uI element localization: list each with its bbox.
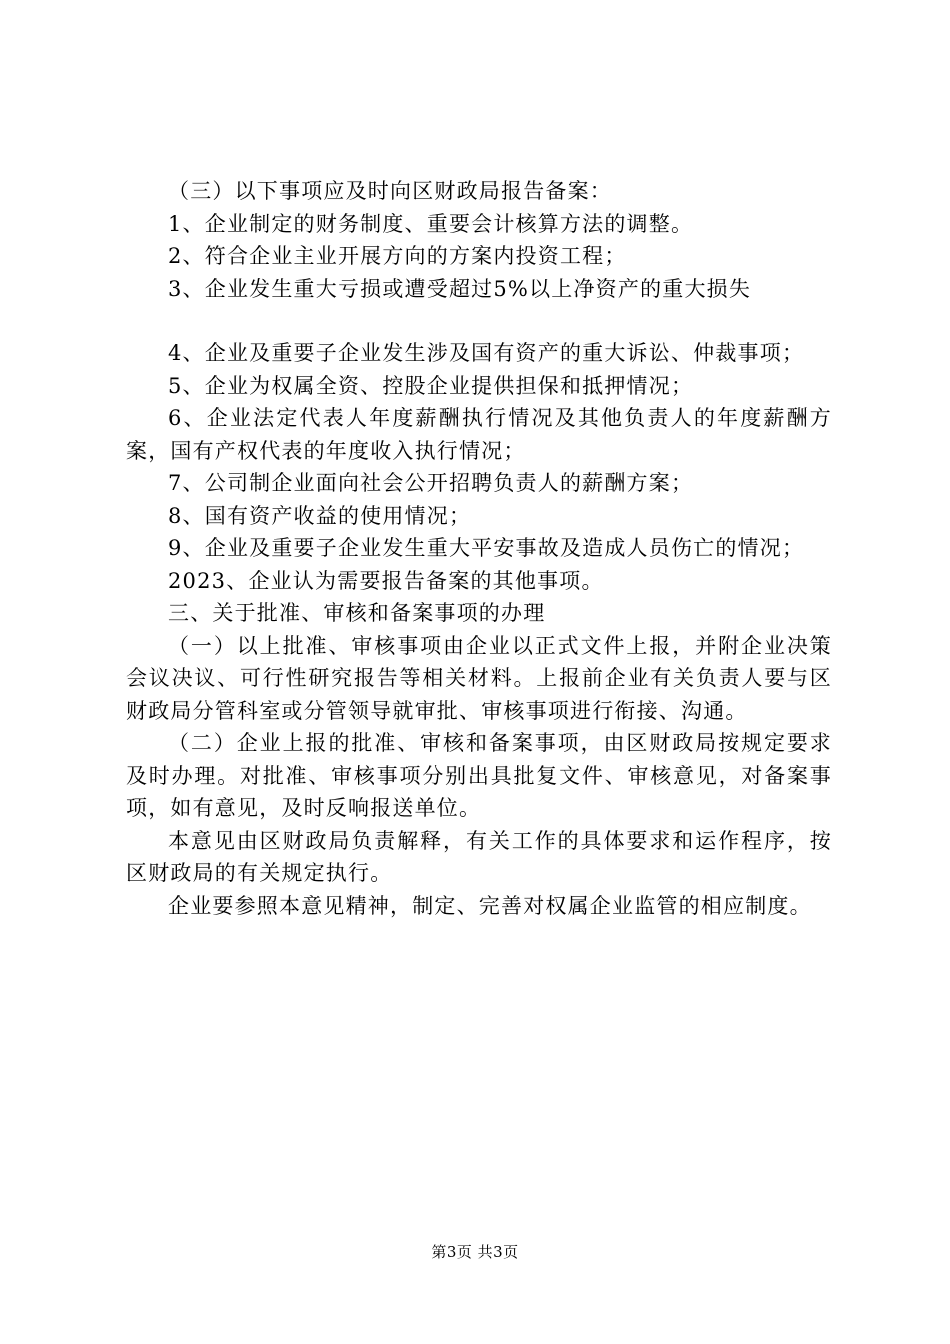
paragraph: 7、公司制企业面向社会公开招聘负责人的薪酬方案； [168, 471, 694, 495]
paragraph: 2、符合企业主业开展方向的方案内投资工程； [168, 244, 627, 268]
section-heading: 三、关于批准、审核和备案事项的办理 [168, 601, 546, 625]
page-number: 第3页 共3页 [431, 1243, 519, 1261]
paragraph: 9、企业及重要子企业发生重大平安事故及造成人员伤亡的情况； [168, 536, 805, 560]
paragraph-gap [126, 305, 832, 337]
paragraph: （二）企业上报的批准、审核和备案事项，由区财政局按规定要求及时办理。对批准、审核事项分别出具批复文件、审核意见，对备案事项，如有意见，及时反响报送单位。 [126, 731, 832, 820]
page-footer [0, 1241, 950, 1262]
paragraph: （一）以上批准、审核事项由企业以正式文件上报，并附企业决策会议决议、可行性研究报告等相关材料。上报前企业有关负责人要与区财政局分管科室或分管领导就审批、审核事项进行衔接、沟通。 [126, 633, 832, 723]
paragraph: 本意见由区财政局负责解释，有关工作的具体要求和运作程序，按区财政局的有关规定执行。 [126, 828, 832, 885]
paragraph: 3、企业发生重大亏损或遭受超过5%以上净资产的重大损失 [168, 276, 752, 301]
document-body [126, 175, 832, 922]
paragraph: 8、国有资产收益的使用情况； [168, 503, 472, 528]
paragraph: （三）以下事项应及时向区财政局报告备案： [168, 179, 612, 203]
paragraph: 企业要参照本意见精神，制定、完善对权属企业监管的相应制度。 [168, 893, 812, 918]
paragraph: 6、企业法定代表人年度薪酬执行情况及其他负责人的年度薪酬方案，国有产权代表的年度收入执行情况； [126, 406, 832, 463]
paragraph: 1、企业制定的财务制度、重要会计核算方法的调整。 [168, 211, 694, 236]
paragraph: 2023、企业认为需要报告备案的其他事项。 [168, 568, 604, 593]
paragraph: 4、企业及重要子企业发生涉及国有资产的重大诉讼、仲裁事项； [168, 341, 805, 365]
paragraph: 5、企业为权属全资、控股企业提供担保和抵押情况； [168, 373, 694, 398]
